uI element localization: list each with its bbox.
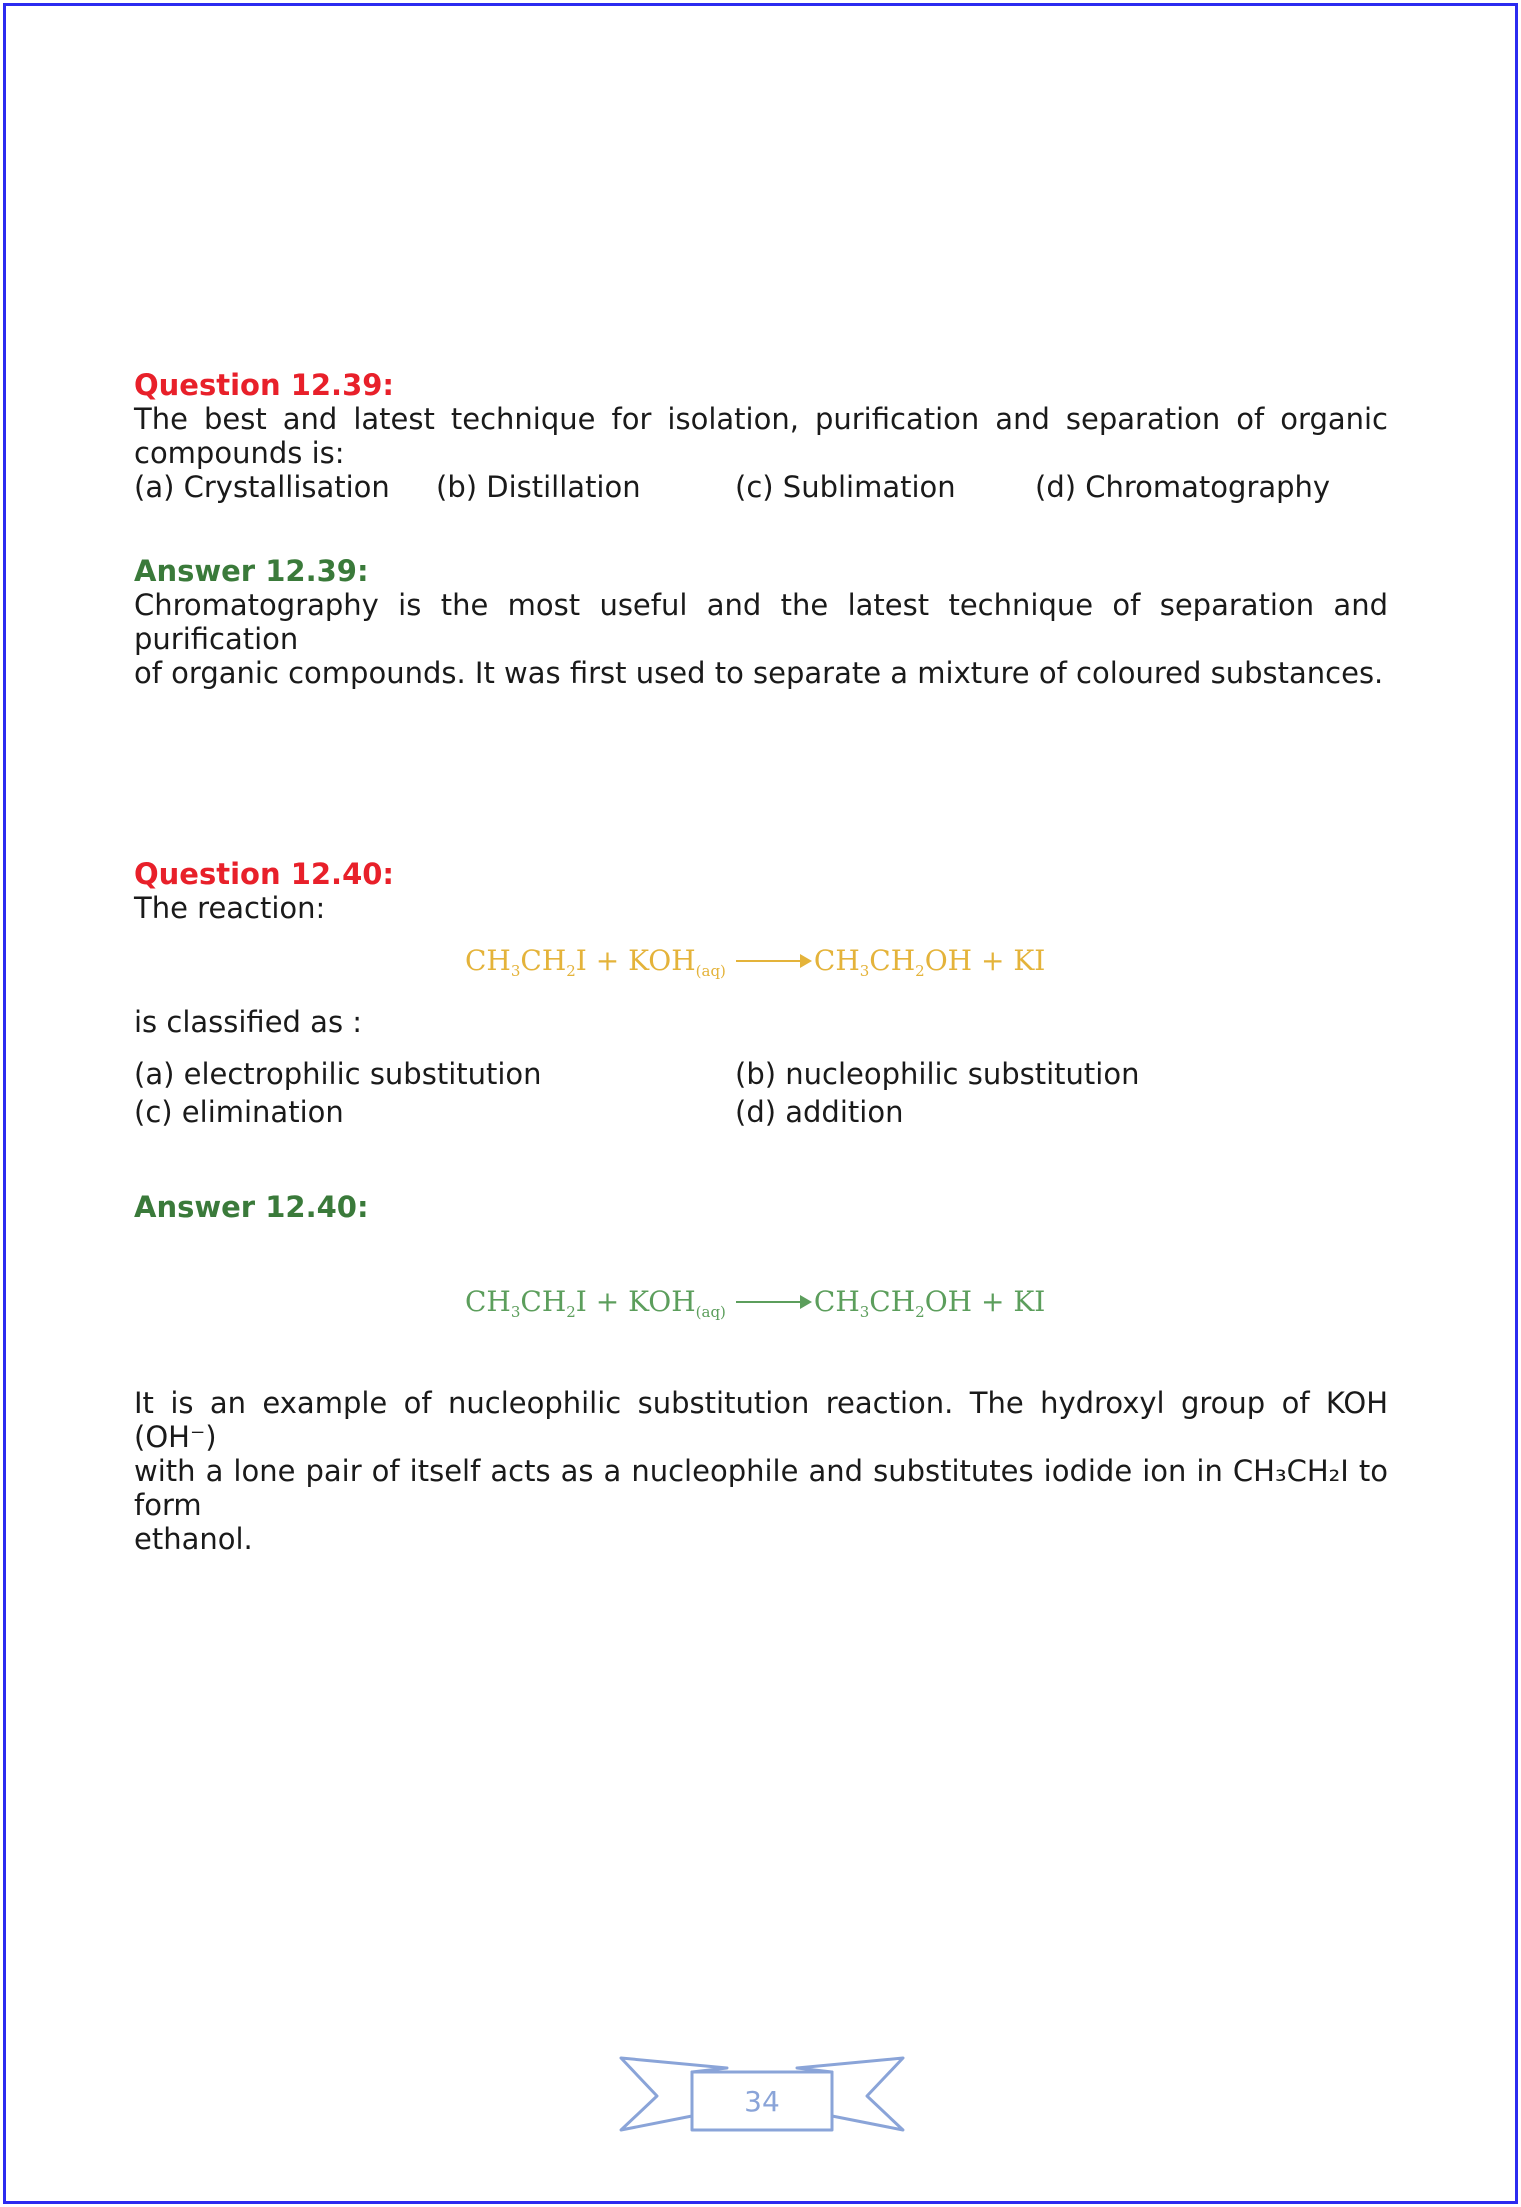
- question-text-line: compounds is:: [134, 436, 345, 470]
- question-heading: Question 12.40:: [134, 857, 395, 891]
- answer-text-line: with a lone pair of itself acts as a nucleophile and substitutes iodide ion in CH₃CH₂I to form: [134, 1454, 1388, 1522]
- answer-text-line: Chromatography is the most useful and the latest technique of separation and purification: [134, 588, 1388, 656]
- option-a: (a) electrophilic substitution: [134, 1057, 542, 1091]
- option-b: (b) Distillation: [436, 470, 641, 504]
- answer-heading: Answer 12.39:: [134, 554, 369, 588]
- eq-text: I + KOH: [575, 944, 696, 977]
- answer-12-40: [134, 1190, 1388, 1224]
- eq-sub: 2: [915, 962, 925, 980]
- answer-text-line: ethanol.: [134, 1522, 253, 1556]
- eq-text: OH + KI: [924, 944, 1046, 977]
- eq-text: CH: [869, 944, 916, 977]
- options-row: [134, 470, 1388, 504]
- answer-12-40-body: [134, 1386, 1388, 1556]
- question-12-39: [134, 368, 1388, 504]
- eq-sub: 3: [510, 962, 521, 980]
- eq-text: CH: [813, 1285, 860, 1318]
- reaction-arrow-icon: [736, 960, 810, 962]
- question-text-line: The best and latest technique for isolation, purification and separation of organic: [134, 402, 1388, 436]
- option-a: (a) Crystallisation: [134, 470, 390, 504]
- question-intro: The reaction:: [134, 891, 326, 925]
- page-number: 34: [744, 2085, 780, 2118]
- eq-text: CH: [465, 944, 511, 977]
- option-c: (c) elimination: [134, 1095, 344, 1129]
- classified-text: is classified as :: [134, 1005, 363, 1039]
- option-d: (d) Chromatography: [1035, 470, 1331, 504]
- eq-sub: 3: [859, 962, 870, 980]
- eq-text: CH: [520, 1285, 567, 1318]
- eq-text: OH + KI: [924, 1285, 1046, 1318]
- eq-text: I + KOH: [575, 1285, 696, 1318]
- answer-text-line: of organic compounds. It was first used to separate a mixture of coloured substances.: [134, 656, 1384, 690]
- eq-text: CH: [520, 944, 567, 977]
- question-heading: Question 12.39:: [134, 368, 395, 402]
- reaction-equation: [465, 944, 1045, 980]
- eq-sub: 3: [859, 1303, 870, 1321]
- eq-state: (aq): [695, 1303, 726, 1321]
- reaction-arrow-icon: [736, 1301, 810, 1303]
- question-12-40: [134, 857, 1388, 925]
- eq-sub: 2: [915, 1303, 925, 1321]
- eq-text: CH: [813, 944, 860, 977]
- options-row: [134, 1093, 1388, 1131]
- answer-text-line: It is an example of nucleophilic substitution reaction. The hydroxyl group of KOH (OH⁻): [134, 1386, 1388, 1454]
- eq-text: CH: [465, 1285, 511, 1318]
- answer-12-39: [134, 554, 1388, 690]
- eq-sub: 2: [566, 1303, 576, 1321]
- answer-equation: [465, 1285, 1045, 1321]
- eq-sub: 2: [566, 962, 576, 980]
- options-row: [134, 1055, 1388, 1093]
- eq-state: (aq): [695, 962, 726, 980]
- option-c: (c) Sublimation: [735, 470, 956, 504]
- eq-text: CH: [869, 1285, 916, 1318]
- answer-heading: Answer 12.40:: [134, 1190, 369, 1224]
- option-d: (d) addition: [735, 1095, 904, 1129]
- option-b: (b) nucleophilic substitution: [735, 1057, 1140, 1091]
- eq-sub: 3: [510, 1303, 521, 1321]
- question-12-40-body: [134, 1005, 1388, 1131]
